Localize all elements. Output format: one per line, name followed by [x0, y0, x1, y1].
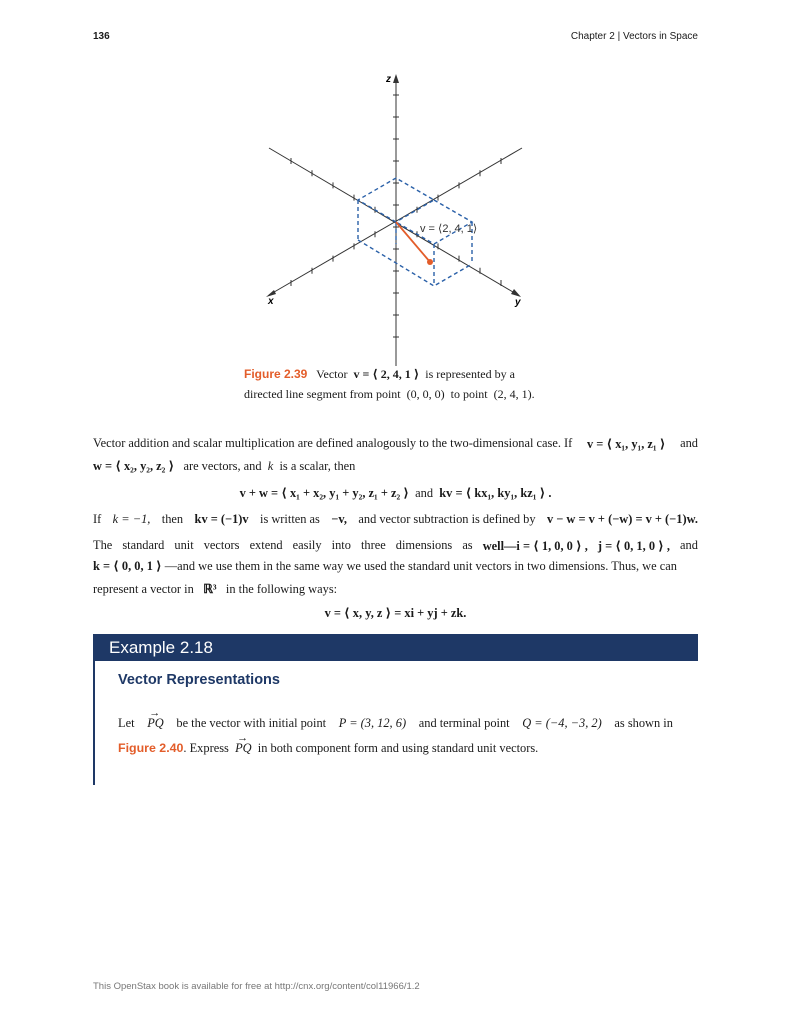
caption-math: (0, 0, 0) [406, 387, 445, 401]
caption-text: is represented by a [425, 367, 515, 381]
body-text: are vectors, and [183, 459, 262, 473]
equation-text: and [415, 486, 434, 500]
body-text: and [680, 436, 698, 450]
caption-text: directed line segment from point [244, 387, 401, 401]
body-text: represent a vector in [93, 582, 194, 596]
body-text: in the following ways: [225, 582, 338, 596]
math-k: k [267, 459, 274, 473]
figure-label: Figure 2.39 [244, 367, 308, 381]
caption-math: (2, 4, 1). [493, 387, 535, 401]
vector-label: v = ⟨2, 4, 1⟩ [420, 223, 478, 235]
word: vectors [203, 538, 240, 552]
math: v − w = v + (−w) = v + (−1)w. [546, 512, 698, 526]
example-subtitle: Vector Representations [118, 672, 280, 688]
page-number: 136 [93, 31, 110, 42]
example-header [93, 634, 698, 661]
paragraph-2 [93, 512, 698, 527]
word: three [360, 538, 386, 552]
point-q: Q = (−4, −3, 2) [522, 716, 602, 730]
example-text: . Express [183, 741, 229, 755]
example-line-2 [118, 741, 673, 756]
example-text: and terminal point [418, 716, 510, 730]
body-text: is written as [260, 512, 320, 526]
vector-pq: → PQ [235, 741, 252, 756]
math: kv = (−1)v [194, 512, 249, 526]
word: standard [122, 538, 165, 552]
example-text: in both component form and using standard unit vectors. [257, 741, 539, 755]
math-r3: ℝ³ [203, 582, 217, 596]
paragraph-3-line-3 [93, 581, 698, 597]
z-axis-arrowhead [393, 74, 399, 83]
example-text: as shown in [614, 716, 673, 730]
caption-math: v = ⟨ 2, 4, 1 ⟩ [353, 367, 420, 381]
running-head: Chapter 2 | Vectors in Space [570, 31, 698, 42]
figure-caption-line-1 [244, 367, 515, 382]
word: and [680, 538, 698, 552]
equation-representation: v = ⟨ x, y, z ⟩ = xi + yj + zk. [324, 606, 467, 620]
word: unit [174, 538, 194, 552]
box-top-right [396, 200, 472, 244]
axis-label-y: y [515, 297, 521, 308]
word: as [462, 538, 473, 552]
math: k = −1, [112, 512, 151, 526]
body-text: and vector subtraction is defined by [358, 512, 536, 526]
word: The [93, 538, 113, 552]
box-bottom [358, 240, 472, 286]
example-text: Let [118, 716, 135, 730]
figure-caption-line-2 [244, 387, 535, 402]
body-text: —and we use them in the same way we used the standard unit vectors in two dimensions. Thus, we can [164, 559, 677, 573]
word: easily [292, 538, 322, 552]
equation-scalar: kv = ⟨ kx₁, ky₁, kz₁ ⟩ . [439, 486, 552, 500]
example-title: Example 2.18 [109, 638, 213, 657]
caption-text: Vector [316, 367, 348, 381]
paragraph-3-line-2 [93, 558, 698, 574]
axis-label-x: x [268, 296, 274, 307]
axis-label-z: z [386, 74, 391, 85]
math: −v, [331, 512, 347, 526]
equation-sum: v + w = ⟨ x₁ + x₂, y₁ + y₂, z₁ + z₂ ⟩ [239, 486, 409, 500]
coordinate-axes [266, 74, 522, 366]
word: into [331, 538, 351, 552]
vector-v-tip [427, 259, 433, 265]
paragraph-1-line-2 [93, 458, 698, 474]
math-v: v = ⟨ x₁, y₁, z₁ ⟩ [587, 437, 666, 451]
math-i: well—i = ⟨ 1, 0, 0 ⟩ , [482, 539, 588, 553]
paragraph-3-line-1 [93, 538, 698, 554]
paragraph-1-line-1 [93, 436, 698, 452]
body-text: Vector addition and scalar multiplication are defined analogously to the two-dimensional case. If [93, 436, 573, 450]
figure-3d-axes [255, 70, 540, 370]
math-j: j = ⟨ 0, 1, 0 ⟩ , [597, 539, 670, 553]
equation-addition-scalar [93, 485, 698, 501]
vector-pq: → PQ [147, 716, 164, 731]
math-w: w = ⟨ x₂, y₂, z₂ ⟩ [93, 459, 175, 473]
example-text: be the vector with initial point [176, 716, 327, 730]
equation-unit-vectors [93, 605, 698, 621]
example-line-1 [118, 716, 673, 731]
word: extend [249, 538, 283, 552]
footer-note: This OpenStax book is available for free at http://cnx.org/content/col11966/1.2 [93, 981, 420, 992]
point-p: P = (3, 12, 6) [338, 716, 407, 730]
body-text: If [93, 512, 102, 526]
figure-2-40-link[interactable]: Figure 2.40 [118, 741, 184, 755]
math-k: k = ⟨ 0, 0, 1 ⟩ [93, 559, 162, 573]
body-text: then [161, 512, 184, 526]
example-left-rule [93, 661, 95, 785]
y-axis-arrowhead [511, 289, 521, 297]
caption-text: to point [450, 387, 488, 401]
word: dimensions [395, 538, 453, 552]
body-text: is a scalar, then [279, 459, 356, 473]
